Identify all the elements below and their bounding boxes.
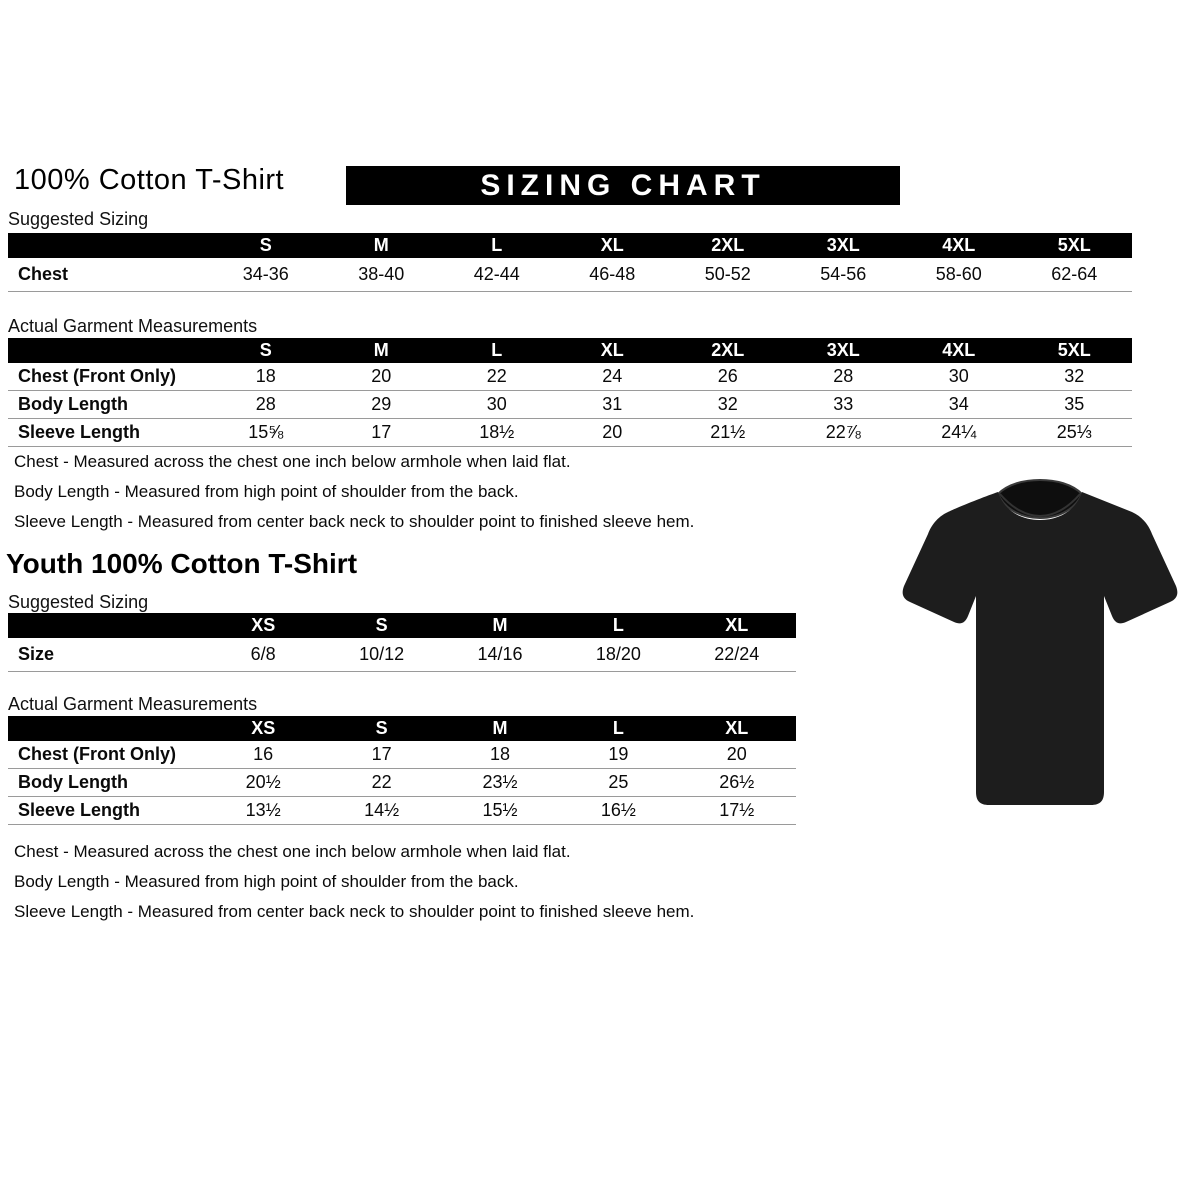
adult-actual-measurements-table <box>8 338 1132 447</box>
cell-value: 18 <box>489 744 510 764</box>
cell-value: 14/16 <box>477 644 523 664</box>
table-row <box>8 741 796 769</box>
note-chest: Chest - Measured across the chest one inch below armhole when laid flat. <box>14 842 571 861</box>
cell-value: 33 <box>833 394 854 414</box>
cell-value: 26½ <box>719 772 755 792</box>
column-header: M <box>373 340 389 360</box>
cell-value: 22 <box>371 772 392 792</box>
adult-measurement-notes <box>14 452 694 542</box>
cell-value: 20 <box>602 422 623 442</box>
column-header: L <box>612 615 624 635</box>
cell-value: 10/12 <box>359 644 405 664</box>
column-header: M <box>492 718 508 738</box>
cell-value: 29 <box>371 394 392 414</box>
tshirt-graphic <box>890 476 1190 816</box>
row-label: Body Length <box>18 394 128 414</box>
table-header-row <box>8 716 796 741</box>
cell-value: 50-52 <box>704 264 751 284</box>
note-chest: Chest - Measured across the chest one inch below armhole when laid flat. <box>14 452 571 471</box>
cell-value: 34-36 <box>242 264 289 284</box>
table-row <box>8 258 1132 292</box>
table-header-row <box>8 613 796 638</box>
cell-value: 25 <box>608 772 629 792</box>
table-row <box>8 769 796 797</box>
cell-value: 38-40 <box>358 264 405 284</box>
column-header: M <box>373 235 389 255</box>
cell-value: 19 <box>608 744 629 764</box>
cell-value: 24 <box>602 366 623 386</box>
note-body-length: Body Length - Measured from high point of shoulder from the back. <box>14 872 519 891</box>
cell-value: 62-64 <box>1051 264 1098 284</box>
column-header: XL <box>600 340 624 360</box>
cell-value: 22 <box>486 366 507 386</box>
page-title: 100% Cotton T-Shirt <box>14 164 285 196</box>
row-label: Chest (Front Only) <box>18 366 176 386</box>
cell-value: 24¼ <box>941 422 977 442</box>
column-header: 2XL <box>711 340 745 360</box>
youth-actual-measurements-label: Actual Garment Measurements <box>8 694 258 714</box>
cell-value: 28 <box>255 394 276 414</box>
column-header: L <box>491 235 503 255</box>
cell-value: 31 <box>602 394 623 414</box>
cell-value: 17½ <box>719 800 755 820</box>
banner-label: SIZING CHART <box>480 168 766 202</box>
cell-value: 15⅝ <box>248 422 284 442</box>
cell-value: 17 <box>371 744 392 764</box>
table-row <box>8 363 1132 391</box>
row-label: Chest (Front Only) <box>18 744 176 764</box>
row-label: Sleeve Length <box>18 800 141 820</box>
column-header: XS <box>251 615 276 635</box>
cell-value: 30 <box>486 394 507 414</box>
column-header: S <box>259 235 272 255</box>
table-row <box>8 638 796 672</box>
note-body-length: Body Length - Measured from high point of shoulder from the back. <box>14 482 519 501</box>
cell-value: 46-48 <box>589 264 636 284</box>
column-header: L <box>491 340 503 360</box>
column-header: 5XL <box>1057 340 1091 360</box>
note-sleeve-length: Sleeve Length - Measured from center back neck to shoulder point to finished sleeve hem. <box>14 512 695 531</box>
cell-value: 16 <box>253 744 274 764</box>
cell-value: 58-60 <box>935 264 982 284</box>
cell-value: 14½ <box>364 800 400 820</box>
cell-value: 25⅓ <box>1056 422 1092 442</box>
column-header: XL <box>600 235 624 255</box>
cell-value: 15½ <box>482 800 518 820</box>
cell-value: 34 <box>948 394 969 414</box>
cell-value: 18½ <box>479 422 515 442</box>
column-header: 2XL <box>711 235 745 255</box>
cell-value: 32 <box>717 394 738 414</box>
cell-value: 22⅞ <box>825 422 861 442</box>
row-label: Size <box>18 644 55 664</box>
youth-section-title: Youth 100% Cotton T-Shirt <box>6 548 358 579</box>
cell-value: 17 <box>371 422 392 442</box>
cell-value: 30 <box>948 366 969 386</box>
column-header: 3XL <box>826 235 860 255</box>
cell-value: 54-56 <box>820 264 867 284</box>
cell-value: 35 <box>1064 394 1085 414</box>
column-header: S <box>375 718 388 738</box>
cell-value: 20 <box>726 744 747 764</box>
cell-value: 28 <box>833 366 854 386</box>
tshirt-product-image <box>890 476 1190 816</box>
youth-measurement-notes <box>14 842 694 932</box>
column-header: 4XL <box>942 235 976 255</box>
column-header: S <box>259 340 272 360</box>
cell-value: 18 <box>255 366 276 386</box>
adult-suggested-sizing-table <box>8 233 1132 292</box>
tshirt-body <box>903 492 1178 805</box>
table-header-row <box>8 338 1132 363</box>
cell-value: 16½ <box>600 800 636 820</box>
column-header: M <box>492 615 508 635</box>
youth-suggested-sizing-label: Suggested Sizing <box>8 592 149 612</box>
cell-value: 6/8 <box>250 644 276 664</box>
column-header: 5XL <box>1057 235 1091 255</box>
column-header: L <box>612 718 624 738</box>
cell-value: 13½ <box>245 800 281 820</box>
cell-value: 23½ <box>482 772 518 792</box>
youth-actual-measurements-table <box>8 716 796 825</box>
column-header: XL <box>725 718 749 738</box>
cell-value: 42-44 <box>473 264 520 284</box>
adult-actual-measurements-label: Actual Garment Measurements <box>8 316 258 336</box>
table-row <box>8 391 1132 419</box>
cell-value: 26 <box>717 366 738 386</box>
cell-value: 32 <box>1064 366 1085 386</box>
note-sleeve-length: Sleeve Length - Measured from center back neck to shoulder point to finished sleeve hem. <box>14 902 695 921</box>
column-header: XL <box>725 615 749 635</box>
column-header: XS <box>251 718 276 738</box>
row-label: Sleeve Length <box>18 422 141 442</box>
cell-value: 21½ <box>710 422 746 442</box>
row-label: Body Length <box>18 772 128 792</box>
sizing-chart-banner <box>346 166 900 205</box>
youth-suggested-sizing-table <box>8 613 796 672</box>
adult-suggested-sizing-label: Suggested Sizing <box>8 209 149 229</box>
cell-value: 22/24 <box>714 644 760 664</box>
cell-value: 18/20 <box>595 644 641 664</box>
cell-value: 20 <box>371 366 392 386</box>
table-row <box>8 797 796 825</box>
column-header: 4XL <box>942 340 976 360</box>
table-row <box>8 419 1132 447</box>
table-header-row <box>8 233 1132 258</box>
column-header: S <box>375 615 388 635</box>
column-header: 3XL <box>826 340 860 360</box>
cell-value: 20½ <box>245 772 281 792</box>
row-label: Chest <box>18 264 69 284</box>
